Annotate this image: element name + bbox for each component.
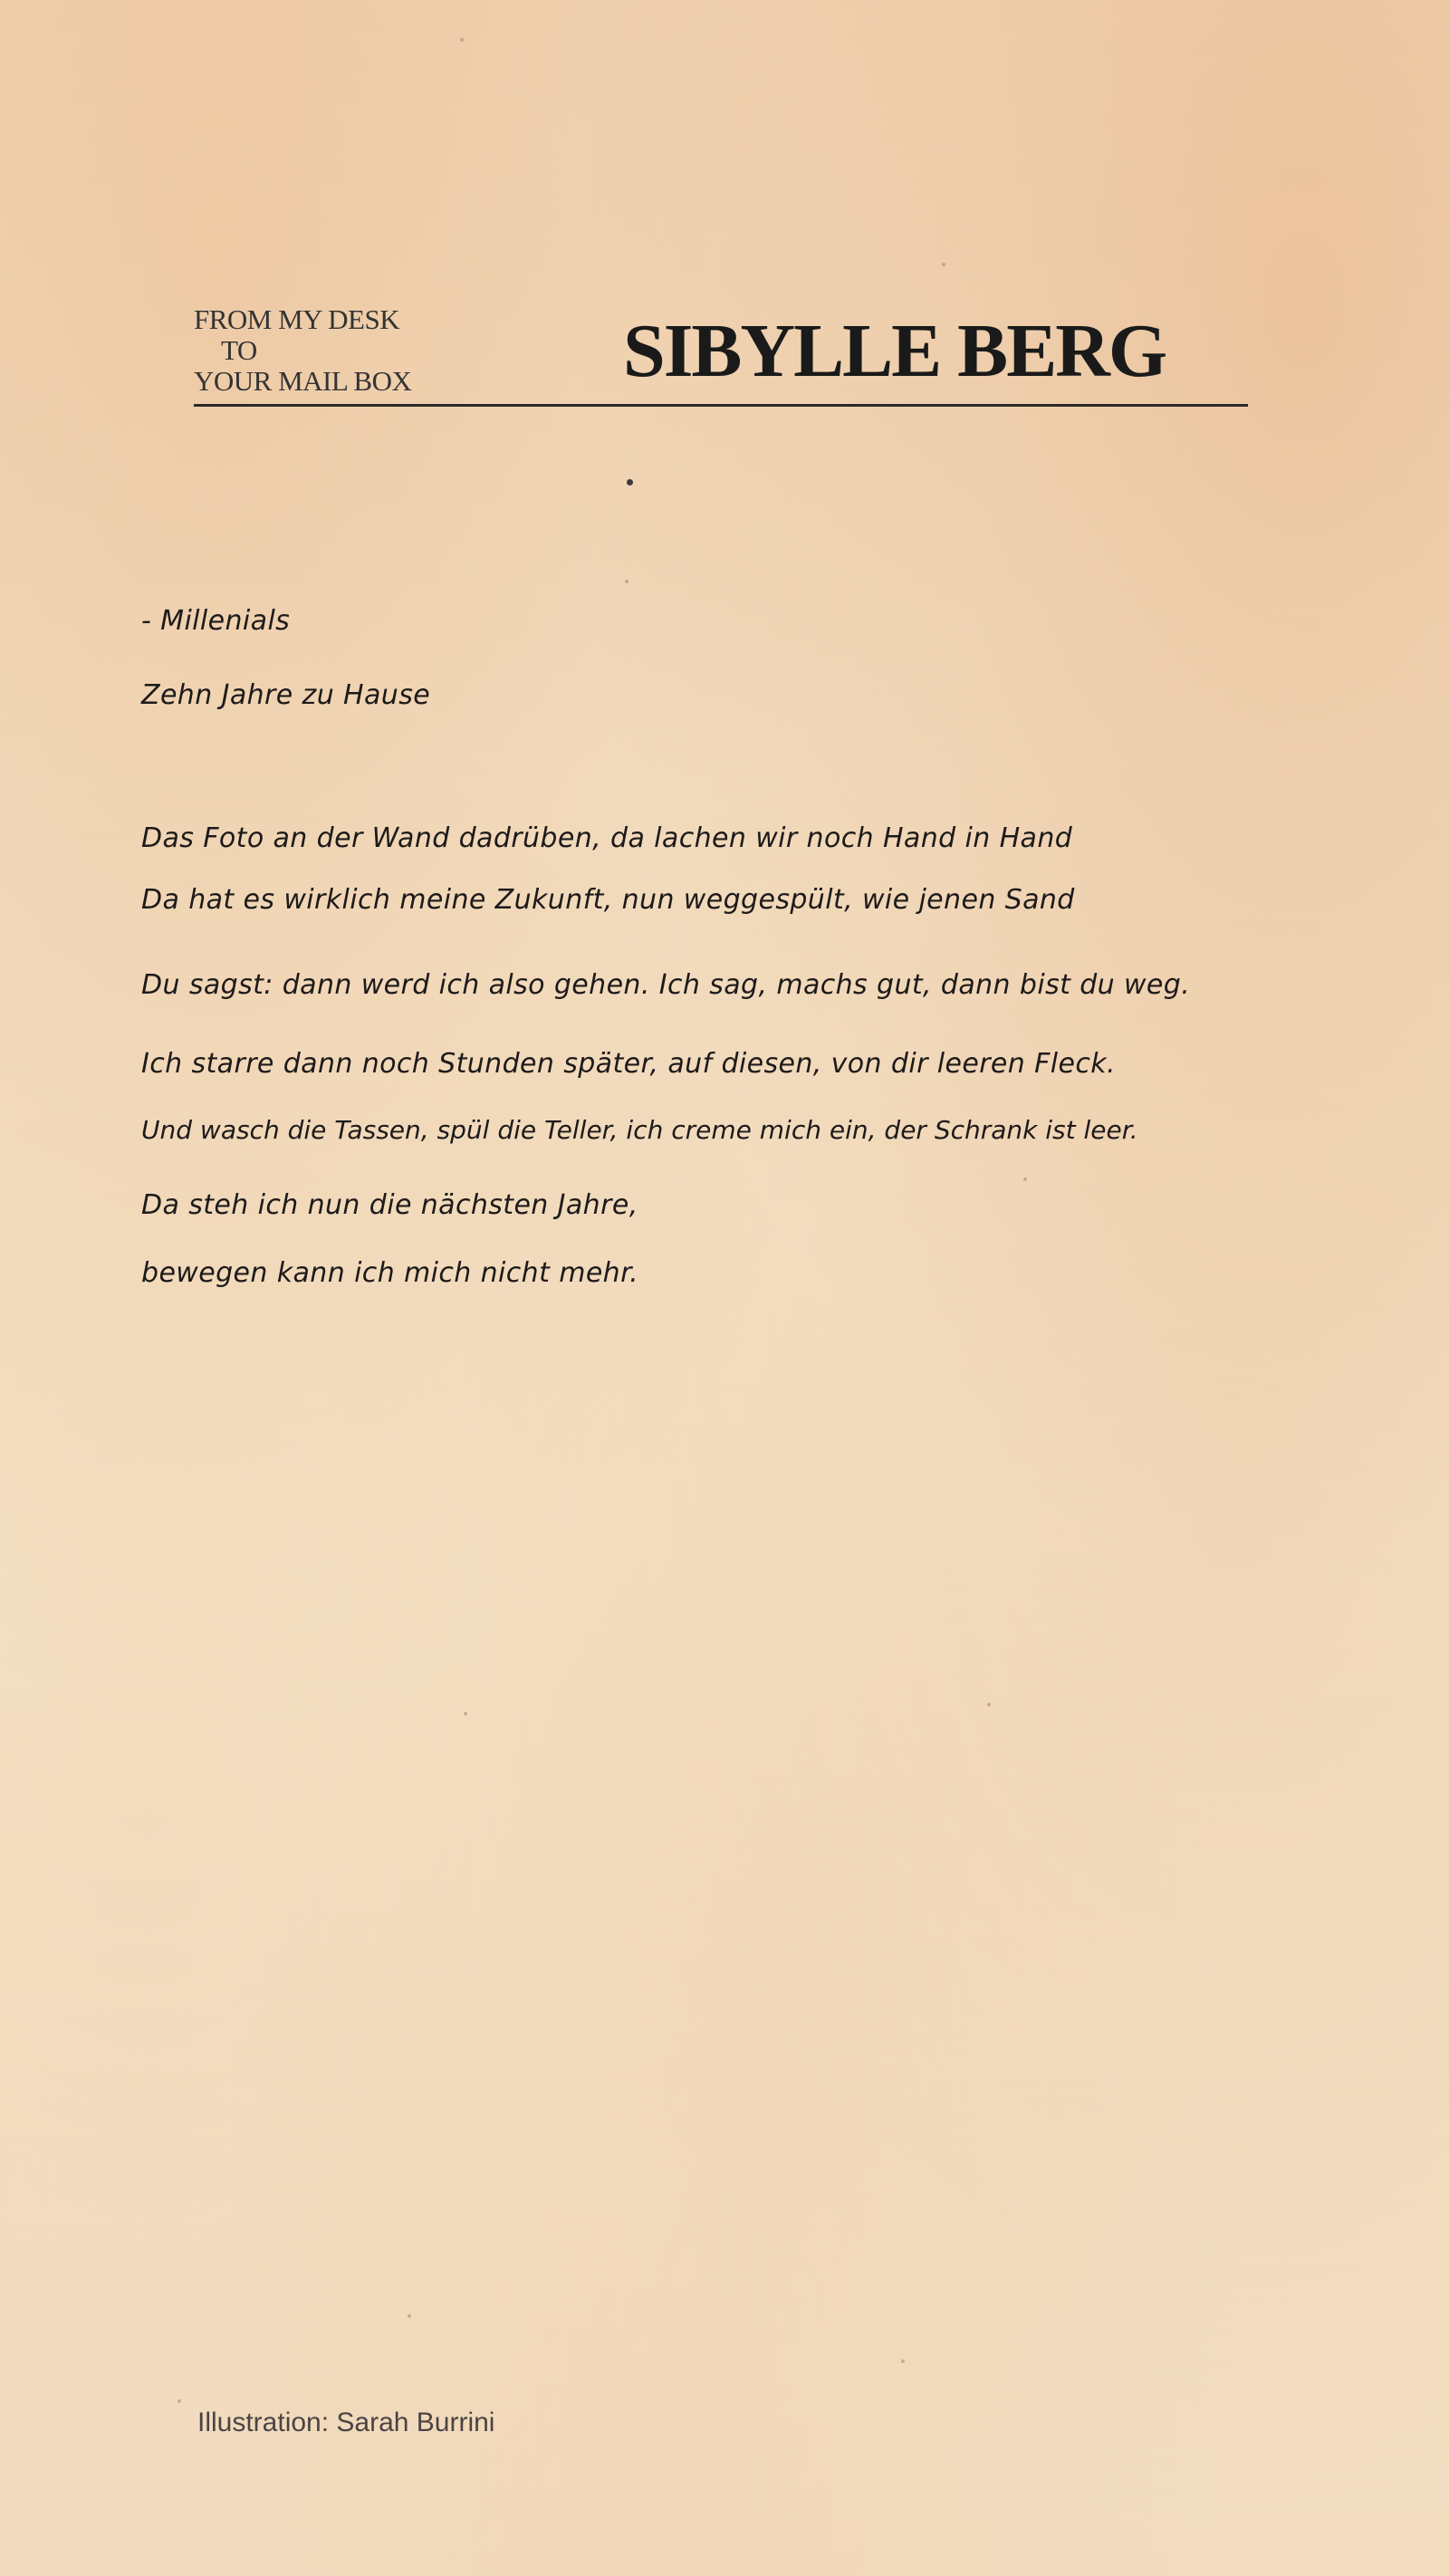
paper-fleck bbox=[942, 263, 945, 266]
paper-fleck bbox=[901, 2360, 905, 2363]
poem-dedication: - Millenials bbox=[141, 605, 291, 637]
paper-fleck bbox=[178, 2399, 181, 2403]
paper-fleck bbox=[625, 580, 629, 583]
poem-line: Das Foto an der Wand dadrüben, da lachen wir noch Hand in Hand bbox=[141, 822, 1073, 854]
poem-line: Ich starre dann noch Stunden später, auf diesen, von dir leeren Fleck. bbox=[141, 1048, 1116, 1080]
paper-fleck bbox=[408, 2314, 411, 2318]
paper-fleck bbox=[1023, 1177, 1027, 1181]
poem-line: Du sagst: dann werd ich also gehen. Ich sag, machs gut, dann bist du weg. bbox=[141, 969, 1191, 1001]
paper-fleck bbox=[460, 38, 464, 42]
poem-title: Zehn Jahre zu Hause bbox=[141, 679, 431, 711]
poem-line: Und wasch die Tassen, spül die Teller, ich creme mich ein, der Schrank ist leer. bbox=[141, 1115, 1138, 1145]
from-desk-label bbox=[194, 304, 411, 397]
mailbox-line: YOUR MAIL BOX bbox=[194, 365, 412, 397]
paper-fleck bbox=[987, 1703, 991, 1706]
paper-fleck bbox=[464, 1712, 467, 1716]
masthead bbox=[194, 303, 1248, 407]
ink-dot bbox=[627, 479, 633, 485]
from-line: FROM MY DESK bbox=[194, 303, 400, 335]
poem-line: Da hat es wirklich meine Zukunft, nun weggespült, wie jenen Sand bbox=[141, 884, 1075, 916]
poem-line: Da steh ich nun die nächsten Jahre, bbox=[141, 1189, 638, 1221]
to-line: TO bbox=[221, 334, 257, 366]
illustration-credit: Illustration: Sarah Burrini bbox=[197, 2408, 495, 2437]
poem-line: bewegen kann ich mich nicht mehr. bbox=[141, 1257, 639, 1289]
author-name: SIBYLLE BERG bbox=[623, 309, 1166, 393]
